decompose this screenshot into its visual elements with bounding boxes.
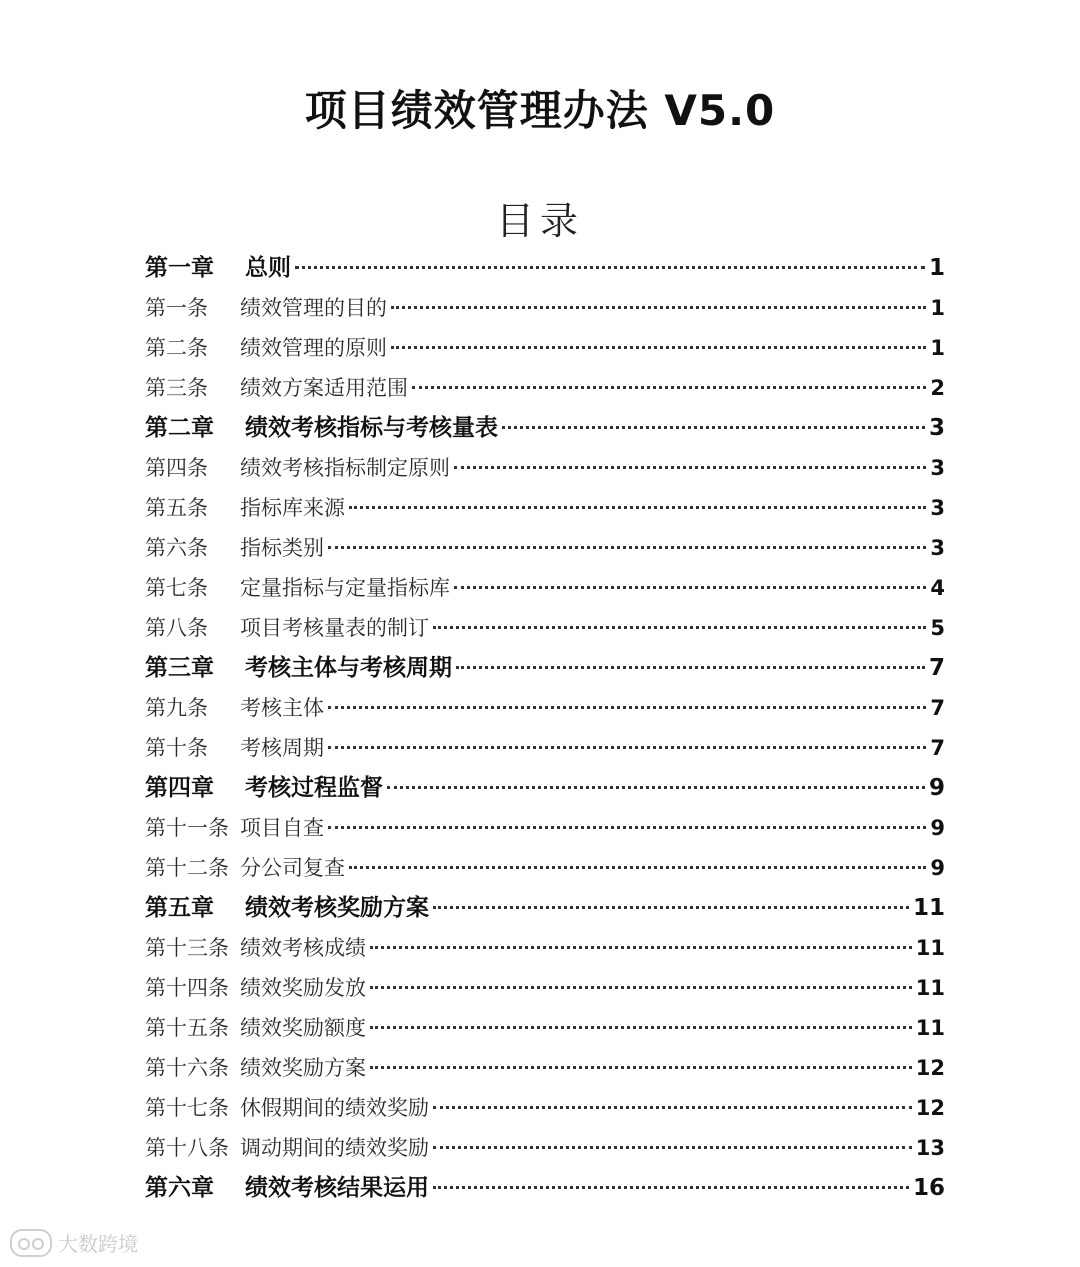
toc-page-number: 4 xyxy=(930,576,945,600)
toc-chapter-row[interactable] xyxy=(145,768,945,808)
toc-entry-number: 第六章 xyxy=(145,1175,214,1201)
toc-entry-title: 绩效考核指标制定原则 xyxy=(240,456,450,480)
toc-page-number: 12 xyxy=(915,1096,945,1120)
toc-article-row[interactable] xyxy=(145,288,945,328)
toc-entry-title: 绩效考核奖励方案 xyxy=(245,895,429,921)
toc-article-row[interactable] xyxy=(145,328,945,368)
toc-entry-number: 第四条 xyxy=(145,456,208,480)
toc-page-number: 9 xyxy=(930,856,945,880)
toc-page-number: 7 xyxy=(928,655,945,681)
toc-entry-title: 绩效奖励方案 xyxy=(240,1056,366,1080)
toc-chapter-row[interactable] xyxy=(145,888,945,928)
chat-logo-icon xyxy=(10,1229,52,1257)
toc-chapter-row[interactable] xyxy=(145,248,945,288)
toc-page-number: 3 xyxy=(930,536,945,560)
toc-entry-number: 第五章 xyxy=(145,895,214,921)
toc-entry-title: 绩效奖励发放 xyxy=(240,976,366,1000)
toc-page-number: 3 xyxy=(930,456,945,480)
toc-article-row[interactable] xyxy=(145,488,945,528)
toc-entry-title: 绩效考核成绩 xyxy=(240,936,366,960)
toc-entry-number: 第一条 xyxy=(145,296,208,320)
toc-article-row[interactable] xyxy=(145,1128,945,1168)
toc-entry-number: 第十条 xyxy=(145,736,208,760)
toc-entry-title: 指标类别 xyxy=(240,536,324,560)
toc-entry-number: 第六条 xyxy=(145,536,208,560)
toc-entry-title: 休假期间的绩效奖励 xyxy=(240,1096,429,1120)
toc-article-row[interactable] xyxy=(145,808,945,848)
toc-page-number: 16 xyxy=(912,1175,945,1201)
dot-leader xyxy=(349,866,926,869)
toc-article-row[interactable] xyxy=(145,1088,945,1128)
toc-entry-title: 考核过程监督 xyxy=(245,775,383,801)
toc-article-row[interactable] xyxy=(145,688,945,728)
toc-page-number: 11 xyxy=(915,936,945,960)
dot-leader xyxy=(295,266,925,269)
dot-leader xyxy=(454,466,926,469)
toc-chapter-row[interactable] xyxy=(145,648,945,688)
toc-article-row[interactable] xyxy=(145,528,945,568)
toc-article-row[interactable] xyxy=(145,848,945,888)
toc-page-number: 5 xyxy=(930,616,945,640)
dot-leader xyxy=(387,786,925,789)
document-title: 项目绩效管理办法 V5.0 xyxy=(304,86,776,135)
toc-entry-number: 第十五条 xyxy=(145,1016,229,1040)
toc-article-row[interactable] xyxy=(145,728,945,768)
toc-page-number: 11 xyxy=(915,976,945,1000)
toc-entry-number: 第四章 xyxy=(145,775,214,801)
toc-article-row[interactable] xyxy=(145,608,945,648)
toc-entry-title: 分公司复查 xyxy=(240,856,345,880)
toc-entry-number: 第十四条 xyxy=(145,976,229,1000)
dot-leader xyxy=(433,626,926,629)
dot-leader xyxy=(328,826,926,829)
watermark xyxy=(10,1228,138,1257)
toc-entry-title: 绩效方案适用范围 xyxy=(240,376,408,400)
dot-leader xyxy=(370,986,912,989)
watermark-text: 大数跨境 xyxy=(58,1232,138,1256)
toc-entry-title: 绩效考核结果运用 xyxy=(245,1175,429,1201)
dot-leader xyxy=(433,1106,912,1109)
dot-leader xyxy=(433,1146,912,1149)
toc-entry-title: 绩效考核指标与考核量表 xyxy=(245,415,498,441)
toc-entry-title: 指标库来源 xyxy=(240,496,345,520)
toc-entry-number: 第二章 xyxy=(145,415,214,441)
dot-leader xyxy=(349,506,926,509)
toc-article-row[interactable] xyxy=(145,568,945,608)
toc-article-row[interactable] xyxy=(145,448,945,488)
dot-leader xyxy=(391,346,926,349)
toc-heading: 目录 xyxy=(495,199,584,243)
toc-entry-title: 绩效管理的原则 xyxy=(240,336,387,360)
toc-entry-number: 第五条 xyxy=(145,496,208,520)
toc-entry-number: 第九条 xyxy=(145,696,208,720)
dot-leader xyxy=(370,1026,912,1029)
toc-entry-number: 第十一条 xyxy=(145,816,229,840)
toc-entry-number: 第十三条 xyxy=(145,936,229,960)
toc-chapter-row[interactable] xyxy=(145,408,945,448)
toc-page-number: 1 xyxy=(930,336,945,360)
toc-entry-number: 第二条 xyxy=(145,336,208,360)
toc-page-number: 3 xyxy=(928,415,945,441)
toc-page-number: 1 xyxy=(928,255,945,281)
dot-leader xyxy=(433,906,909,909)
toc-page-number: 13 xyxy=(915,1136,945,1160)
dot-leader xyxy=(412,386,926,389)
toc-page-number: 3 xyxy=(930,496,945,520)
dot-leader xyxy=(456,666,925,669)
toc-entry-title: 考核周期 xyxy=(240,736,324,760)
dot-leader xyxy=(328,706,926,709)
dot-leader xyxy=(433,1186,909,1189)
toc-page-number: 1 xyxy=(930,296,945,320)
toc-entry-number: 第一章 xyxy=(145,255,214,281)
toc-entry-number: 第十七条 xyxy=(145,1096,229,1120)
toc-entry-title: 绩效奖励额度 xyxy=(240,1016,366,1040)
toc-entry-number: 第七条 xyxy=(145,576,208,600)
toc-article-row[interactable] xyxy=(145,968,945,1008)
toc-page-number: 9 xyxy=(930,816,945,840)
toc-entry-title: 考核主体与考核周期 xyxy=(245,655,452,681)
toc-entry-title: 考核主体 xyxy=(240,696,324,720)
toc-page-number: 11 xyxy=(915,1016,945,1040)
toc-page-number: 11 xyxy=(912,895,945,921)
dot-leader xyxy=(391,306,926,309)
toc-entry-title: 总则 xyxy=(245,255,291,281)
dot-leader xyxy=(328,546,926,549)
toc-page-number: 7 xyxy=(930,736,945,760)
toc-article-row[interactable] xyxy=(145,1048,945,1088)
toc-entry-title: 项目自查 xyxy=(240,816,324,840)
dot-leader xyxy=(502,426,925,429)
toc-entry-number: 第八条 xyxy=(145,616,208,640)
toc-entry-title: 项目考核量表的制订 xyxy=(240,616,429,640)
table-of-contents xyxy=(145,248,945,1208)
dot-leader xyxy=(454,586,926,589)
toc-page-number: 9 xyxy=(928,775,945,801)
toc-entry-number: 第十二条 xyxy=(145,856,229,880)
toc-chapter-row[interactable] xyxy=(145,1168,945,1208)
toc-entry-number: 第三条 xyxy=(145,376,208,400)
toc-page-number: 2 xyxy=(930,376,945,400)
toc-article-row[interactable] xyxy=(145,368,945,408)
dot-leader xyxy=(370,946,912,949)
toc-entry-number: 第十六条 xyxy=(145,1056,229,1080)
toc-entry-number: 第十八条 xyxy=(145,1136,229,1160)
toc-article-row[interactable] xyxy=(145,1008,945,1048)
toc-entry-title: 定量指标与定量指标库 xyxy=(240,576,450,600)
dot-leader xyxy=(370,1066,912,1069)
toc-article-row[interactable] xyxy=(145,928,945,968)
toc-entry-title: 绩效管理的目的 xyxy=(240,296,387,320)
toc-page-number: 7 xyxy=(930,696,945,720)
toc-entry-title: 调动期间的绩效奖励 xyxy=(240,1136,429,1160)
toc-entry-number: 第三章 xyxy=(145,655,214,681)
toc-page-number: 12 xyxy=(915,1056,945,1080)
dot-leader xyxy=(328,746,926,749)
